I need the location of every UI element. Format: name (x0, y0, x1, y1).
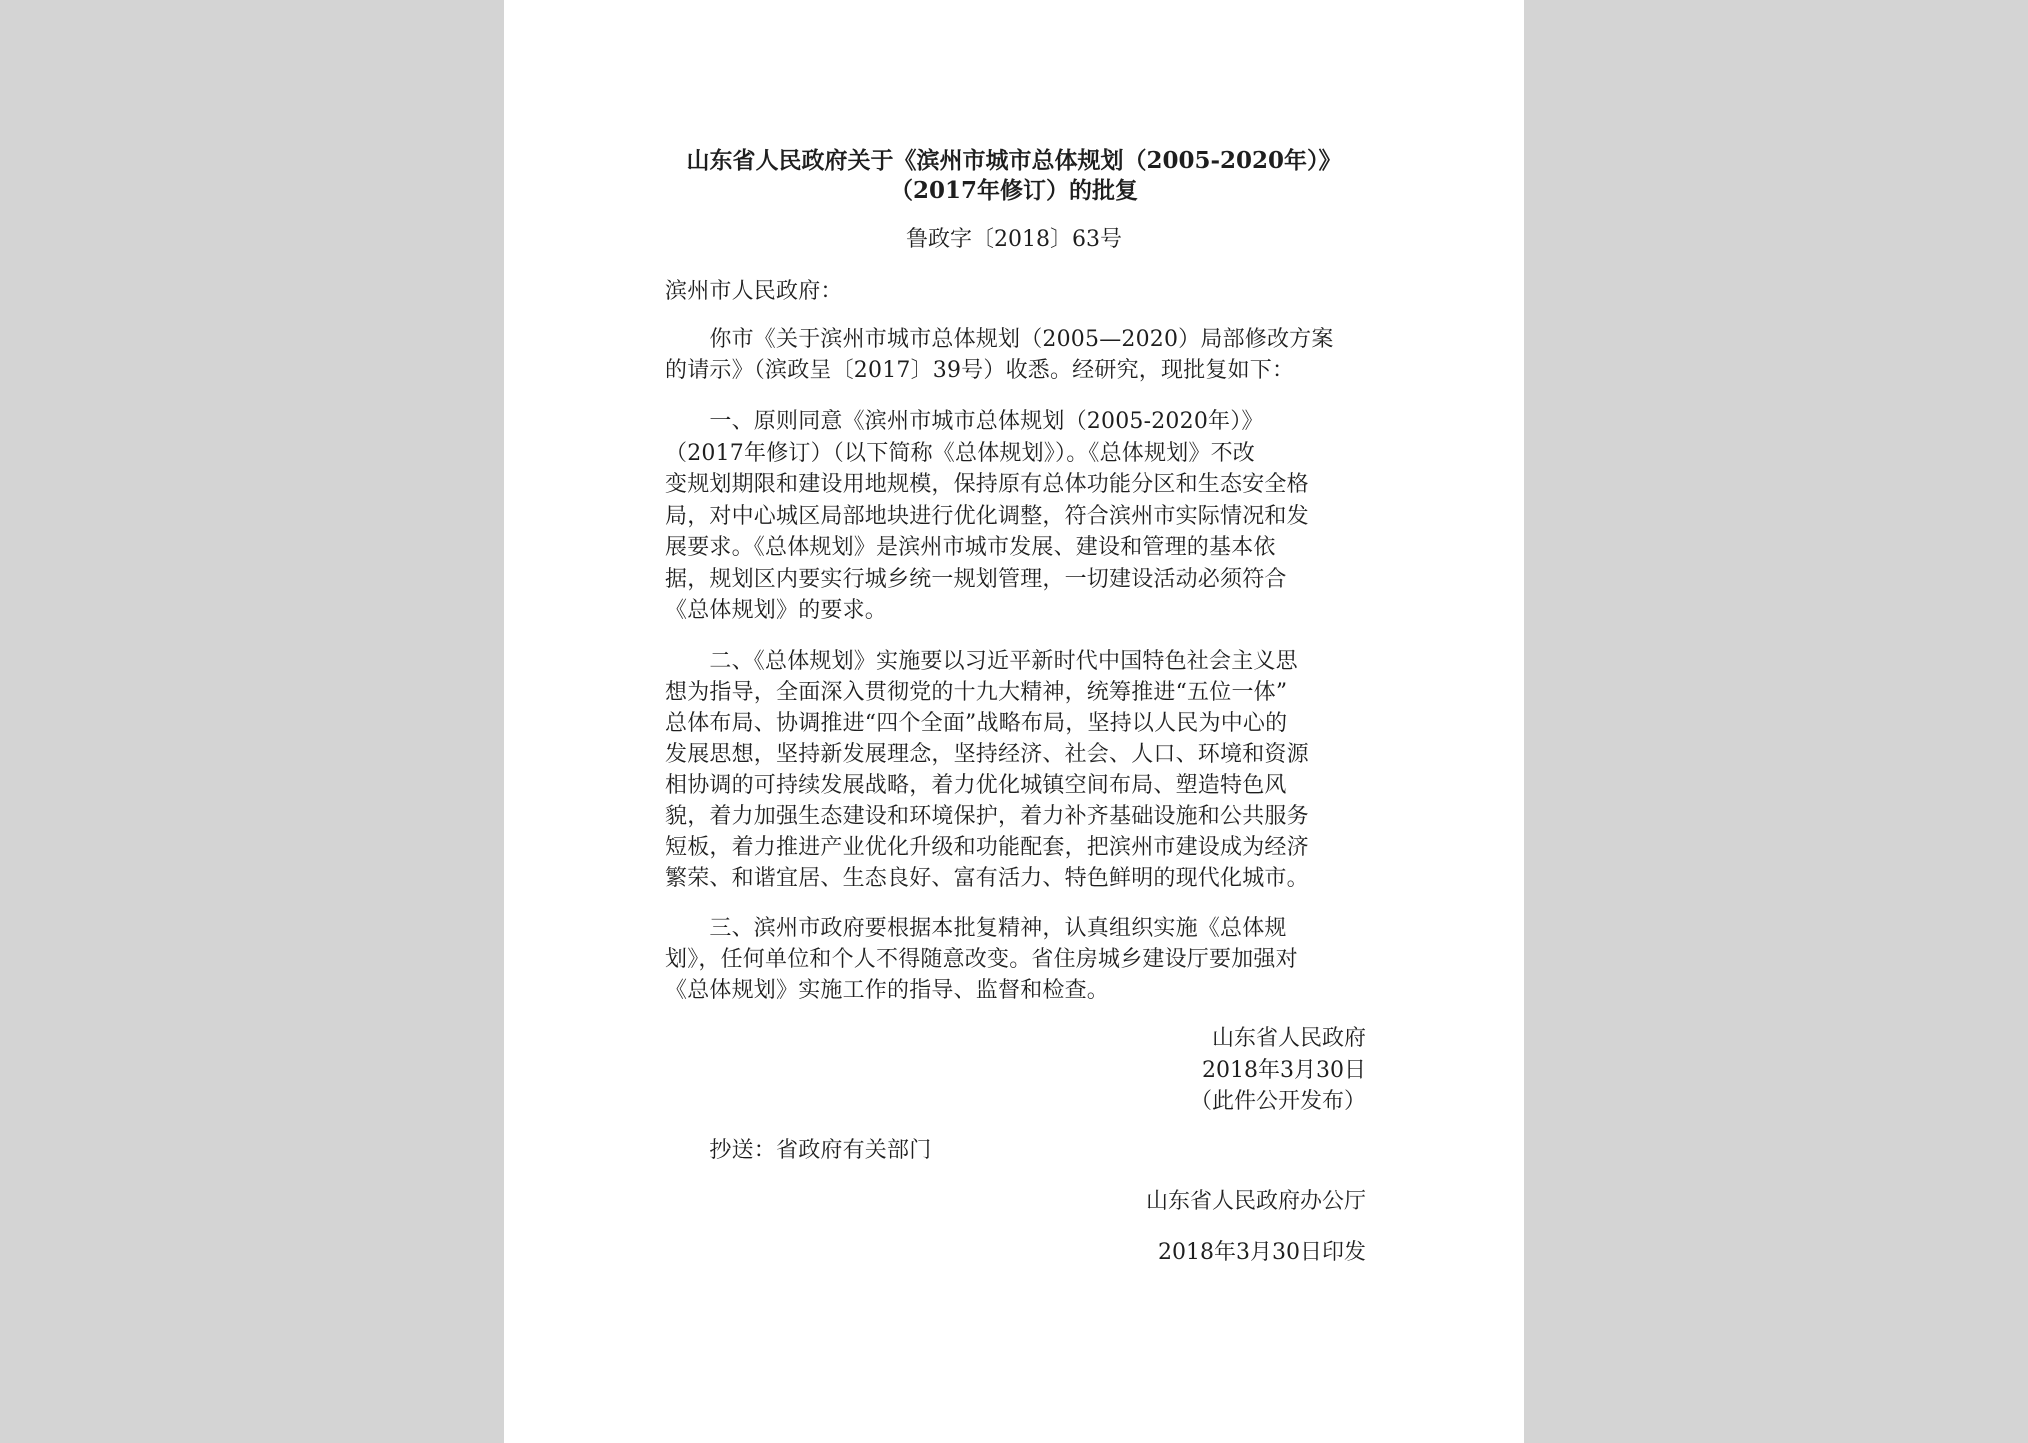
paragraph-2-line: 变规划期限和建设用地规模，保持原有总体功能分区和生态安全格 (665, 472, 1309, 497)
paragraph-4-line: 三、滨州市政府要根据本批复精神，认真组织实施《总体规 (665, 916, 1287, 941)
paragraph-3-line: 短板，着力推进产业优化升级和功能配套，把滨州市建设成为经济 (665, 835, 1309, 860)
addressee: 滨州市人民政府： (665, 279, 843, 304)
paragraph-3-line: 想为指导，全面深入贯彻党的十九大精神，统筹推进“五位一体” (665, 680, 1288, 705)
paragraph-1-line: 你市《关于滨州市城市总体规划（2005—2020）局部修改方案 (665, 327, 1334, 352)
signature-date: 2018年3月30日 (1202, 1058, 1366, 1083)
paragraph-4-line: 划》，任何单位和个人不得随意改变。省住房城乡建设厅要加强对 (665, 947, 1298, 972)
document-number: 鲁政字〔2018〕63号 (906, 227, 1122, 252)
paragraph-3-line: 繁荣、和谐宜居、生态良好、富有活力、特色鲜明的现代化城市。 (665, 866, 1309, 891)
paragraph-4-line: 《总体规划》实施工作的指导、监督和检查。 (665, 978, 1110, 1003)
paragraph-3-line: 二、《总体规划》实施要以习近平新时代中国特色社会主义思 (665, 649, 1298, 674)
paragraph-2-line: （2017年修订）（以下简称《总体规划》）。《总体规划》不改 (665, 441, 1255, 466)
document-title-line-1: 山东省人民政府关于《滨州市城市总体规划（2005-2020年）》 (686, 147, 1342, 174)
paragraph-3-line: 总体布局、协调推进“四个全面”战略布局，坚持以人民为中心的 (665, 711, 1288, 736)
print-date: 2018年3月30日印发 (1158, 1240, 1366, 1265)
paragraph-3-line: 发展思想，坚持新发展理念，坚持经济、社会、人口、环境和资源 (665, 742, 1309, 767)
publication-note: （此件公开发布） (1189, 1089, 1366, 1114)
paragraph-2-line: 据，规划区内要实行城乡统一规划管理，一切建设活动必须符合 (665, 567, 1287, 592)
cc-line: 抄送：省政府有关部门 (665, 1138, 932, 1163)
paragraph-3-line: 相协调的可持续发展战略，着力优化城镇空间布局、塑造特色风 (665, 773, 1287, 798)
signature-issuer: 山东省人民政府 (1211, 1026, 1366, 1051)
document-page (504, 0, 1524, 1443)
paragraph-2-line: 展要求。《总体规划》是滨州市城市发展、建设和管理的基本依 (665, 535, 1276, 560)
paragraph-1-line: 的请示》（滨政呈〔2017〕39号）收悉。经研究，现批复如下： (665, 358, 1295, 383)
paragraph-2-line: 一、原则同意《滨州市城市总体规划（2005-2020年）》 (665, 409, 1264, 434)
document-title-line-2: （2017年修订）的批复 (889, 177, 1138, 204)
paragraph-2-line: 《总体规划》的要求。 (665, 598, 888, 623)
printing-office: 山东省人民政府办公厅 (1145, 1189, 1366, 1214)
paragraph-2-line: 局，对中心城区局部地块进行优化调整，符合滨州市实际情况和发 (665, 504, 1309, 529)
paragraph-3-line: 貌，着力加强生态建设和环境保护，着力补齐基础设施和公共服务 (665, 804, 1309, 829)
